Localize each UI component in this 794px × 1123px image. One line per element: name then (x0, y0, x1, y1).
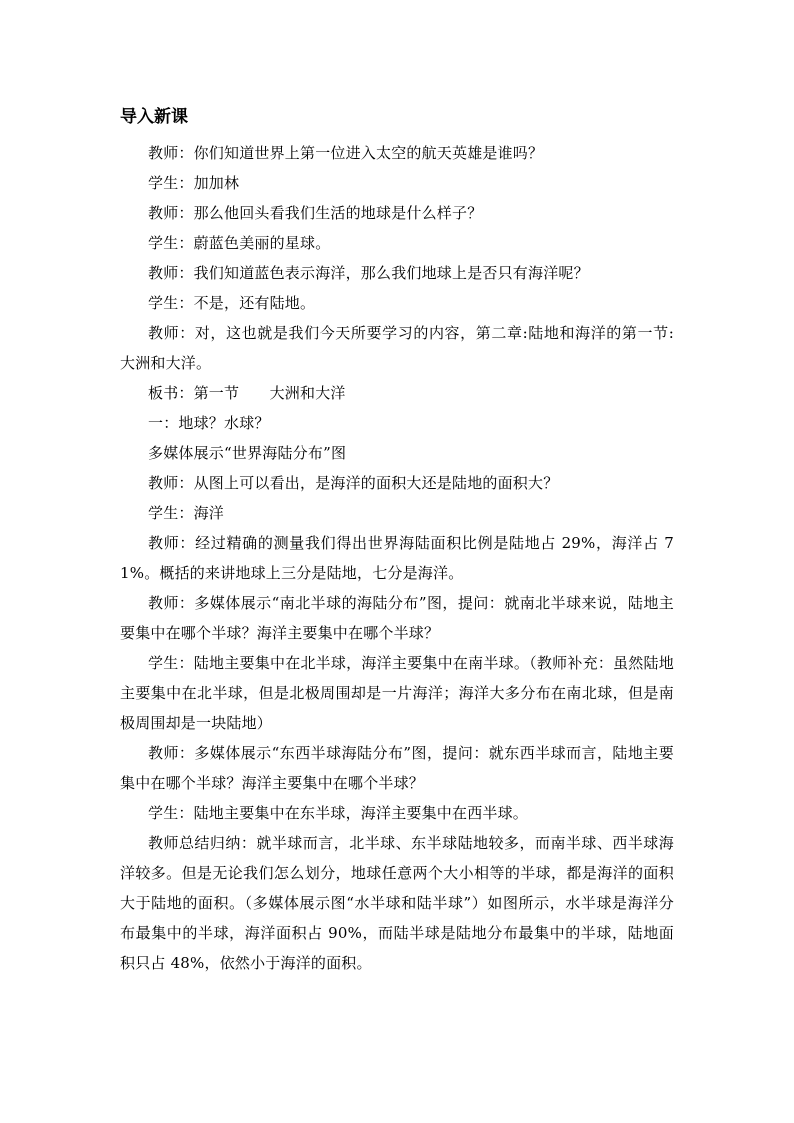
paragraph-17: 学生：陆地主要集中在东半球，海洋主要集中在西半球。 (148, 804, 529, 822)
paragraph-13: 教师：经过精确的测量我们得出世界海陆面积比例是陆地占 29%，海洋占 71%。概括的来讲地球上三分是陆地，七分是海洋。 (120, 534, 674, 582)
paragraph-4: 学生：蔚蓝色美丽的星球。 (148, 234, 331, 252)
paragraph-3: 教师：那么他回头看我们生活的地球是什么样子？ (148, 204, 483, 222)
paragraph-11: 教师：从图上可以看出，是海洋的面积大还是陆地的面积大？ (148, 474, 559, 492)
paragraph-9: 一：地球？水球？ (148, 414, 270, 432)
paragraph-12: 学生：海洋 (148, 504, 225, 522)
paragraph-14: 教师：多媒体展示“南北半球的海陆分布”图，提问：就南北半球来说，陆地主要集中在哪个半球？海洋主要集中在哪个半球？ (120, 594, 674, 642)
paragraph-7: 教师：对，这也就是我们今天所要学习的内容，第二章:陆地和海洋的第一节:大洲和大洋。 (120, 324, 674, 372)
paragraph-8: 板书：第一节 大洲和大洋 (148, 384, 346, 402)
paragraph-5: 教师：我们知道蓝色表示海洋，那么我们地球上是否只有海洋呢？ (148, 264, 589, 282)
section-heading: 导入新课 (120, 107, 188, 127)
paragraph-16: 教师：多媒体展示“东西半球海陆分布”图，提问：就东西半球而言，陆地主要集中在哪个半球？海洋主要集中在哪个半球？ (120, 744, 674, 792)
document-page (120, 104, 674, 978)
paragraph-10: 多媒体展示“世界海陆分布”图 (148, 444, 347, 462)
paragraph-15: 学生：陆地主要集中在北半球，海洋主要集中在南半球。（教师补充：虽然陆地主要集中在北半球，但是北极周围却是一片海洋；海洋大多分布在南北球，但是南极周围却是一块陆地） (120, 654, 674, 732)
paragraph-1: 教师：你们知道世界上第一位进入太空的航天英雄是谁吗？ (148, 144, 544, 162)
paragraph-6: 学生：不是，还有陆地。 (148, 294, 316, 312)
paragraph-2: 学生：加加林 (148, 174, 240, 192)
paragraph-18: 教师总结归纳：就半球而言，北半球、东半球陆地较多，而南半球、西半球海洋较多。但是无论我们怎么划分，地球任意两个大小相等的半球，都是海洋的面积大于陆地的面积。（多媒体展示图“水半球和陆半球”）如图所示，水半球是海洋分布最集中的半球，海洋面积占 90%，而陆半球是陆地分布最集中的半球，陆地面积只占 48%，依然小于海洋的面积。 (120, 834, 674, 972)
